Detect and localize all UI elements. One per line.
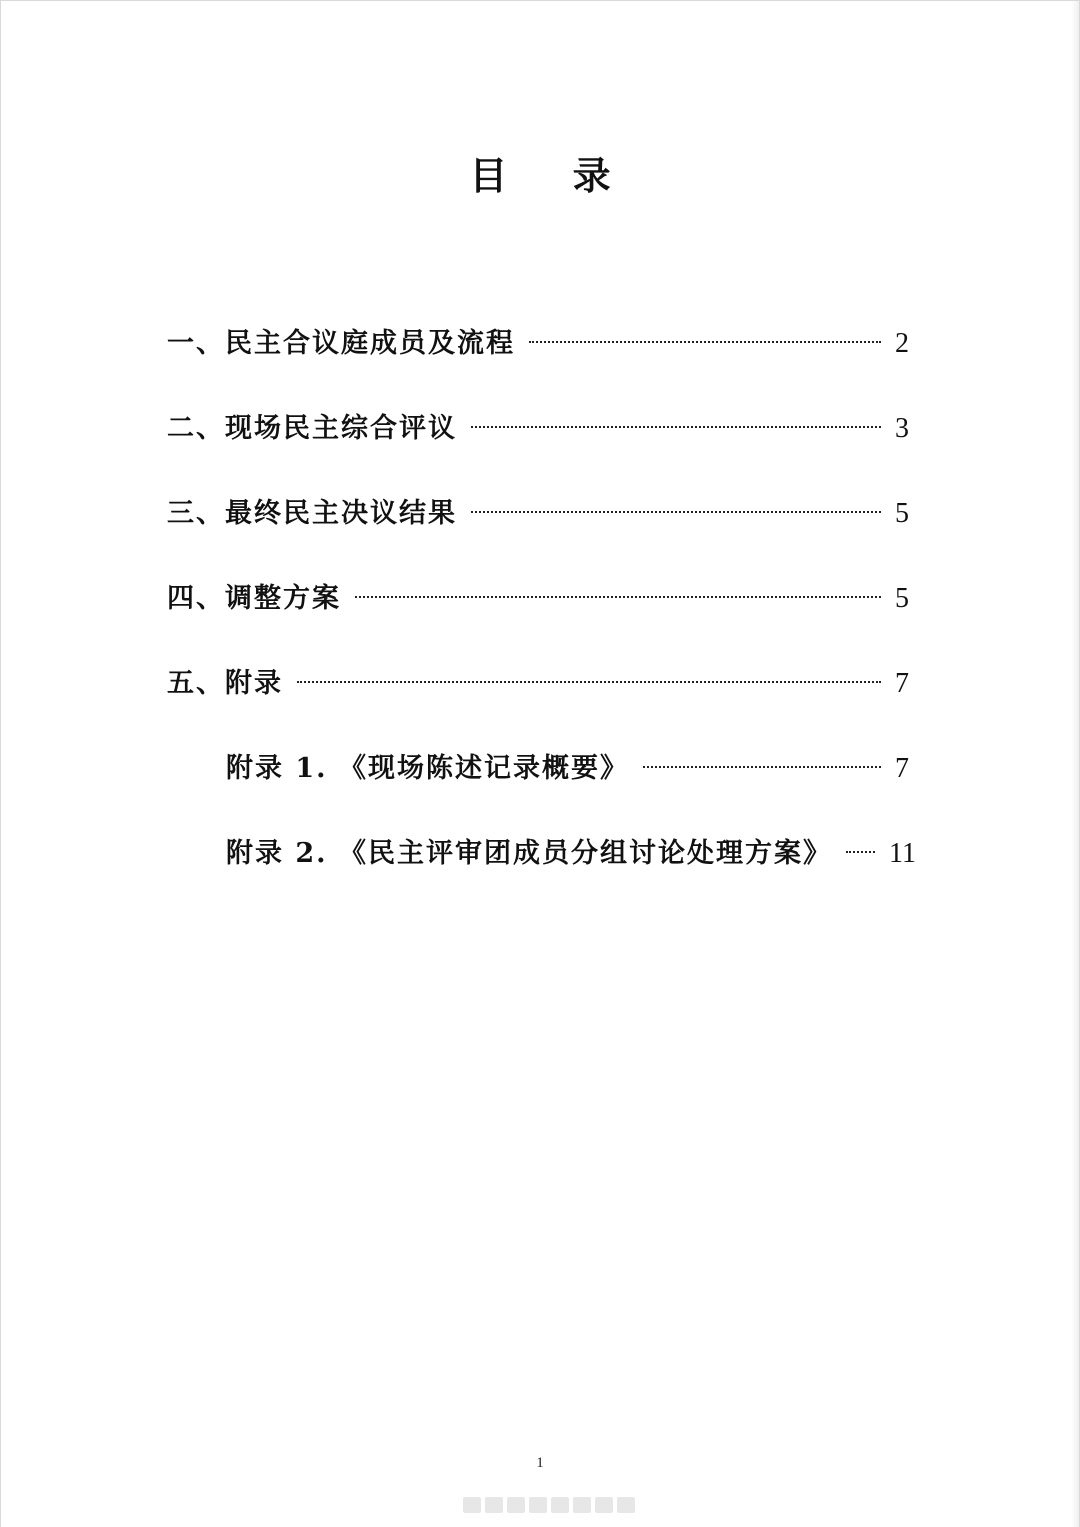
watermark bbox=[463, 1495, 635, 1515]
toc-entry-page: 2 bbox=[895, 328, 909, 359]
toc-leader-dots bbox=[355, 596, 881, 598]
watermark-block bbox=[595, 1497, 613, 1513]
watermark-block bbox=[551, 1497, 569, 1513]
toc-entry-sub[interactable] bbox=[226, 834, 916, 874]
toc-entry-page: 11 bbox=[889, 838, 916, 869]
toc-entry-label: 附录 2. 《民主评审团成员分组讨论处理方案》 bbox=[226, 838, 832, 869]
toc-entry-label: 三、最终民主决议结果 bbox=[167, 498, 457, 529]
toc-entry-label: 附录 1. 《现场陈述记录概要》 bbox=[226, 753, 629, 784]
watermark-block bbox=[485, 1497, 503, 1513]
toc-leader-dots bbox=[529, 341, 881, 343]
toc-entry[interactable] bbox=[167, 579, 909, 619]
toc-entry-label: 一、民主合议庭成员及流程 bbox=[167, 328, 515, 359]
toc-entry[interactable] bbox=[167, 494, 909, 534]
toc-entry[interactable] bbox=[167, 409, 909, 449]
toc-entry[interactable] bbox=[167, 664, 909, 704]
toc-entry-label: 五、附录 bbox=[167, 668, 283, 699]
toc-entry[interactable] bbox=[167, 324, 909, 364]
watermark-block bbox=[463, 1497, 481, 1513]
toc-leader-dots bbox=[471, 426, 881, 428]
toc-entry-page: 5 bbox=[895, 583, 909, 614]
watermark-block bbox=[573, 1497, 591, 1513]
toc-leader-dots bbox=[643, 766, 881, 768]
toc-entry-label: 二、现场民主综合评议 bbox=[167, 413, 457, 444]
toc-entry-page: 5 bbox=[895, 498, 909, 529]
page-number: 1 bbox=[536, 1455, 544, 1471]
watermark-block bbox=[529, 1497, 547, 1513]
toc-leader-dots bbox=[846, 851, 875, 853]
toc-entry-label: 四、调整方案 bbox=[167, 583, 341, 614]
toc-leader-dots bbox=[471, 511, 881, 513]
toc-leader-dots bbox=[297, 681, 881, 683]
toc-entry-page: 7 bbox=[895, 753, 909, 784]
watermark-block bbox=[507, 1497, 525, 1513]
toc-entry-page: 3 bbox=[895, 413, 909, 444]
toc-entry-sub[interactable] bbox=[226, 749, 909, 789]
watermark-block bbox=[617, 1497, 635, 1513]
toc-entry-page: 7 bbox=[895, 668, 909, 699]
toc-title: 目 录 bbox=[469, 153, 637, 198]
